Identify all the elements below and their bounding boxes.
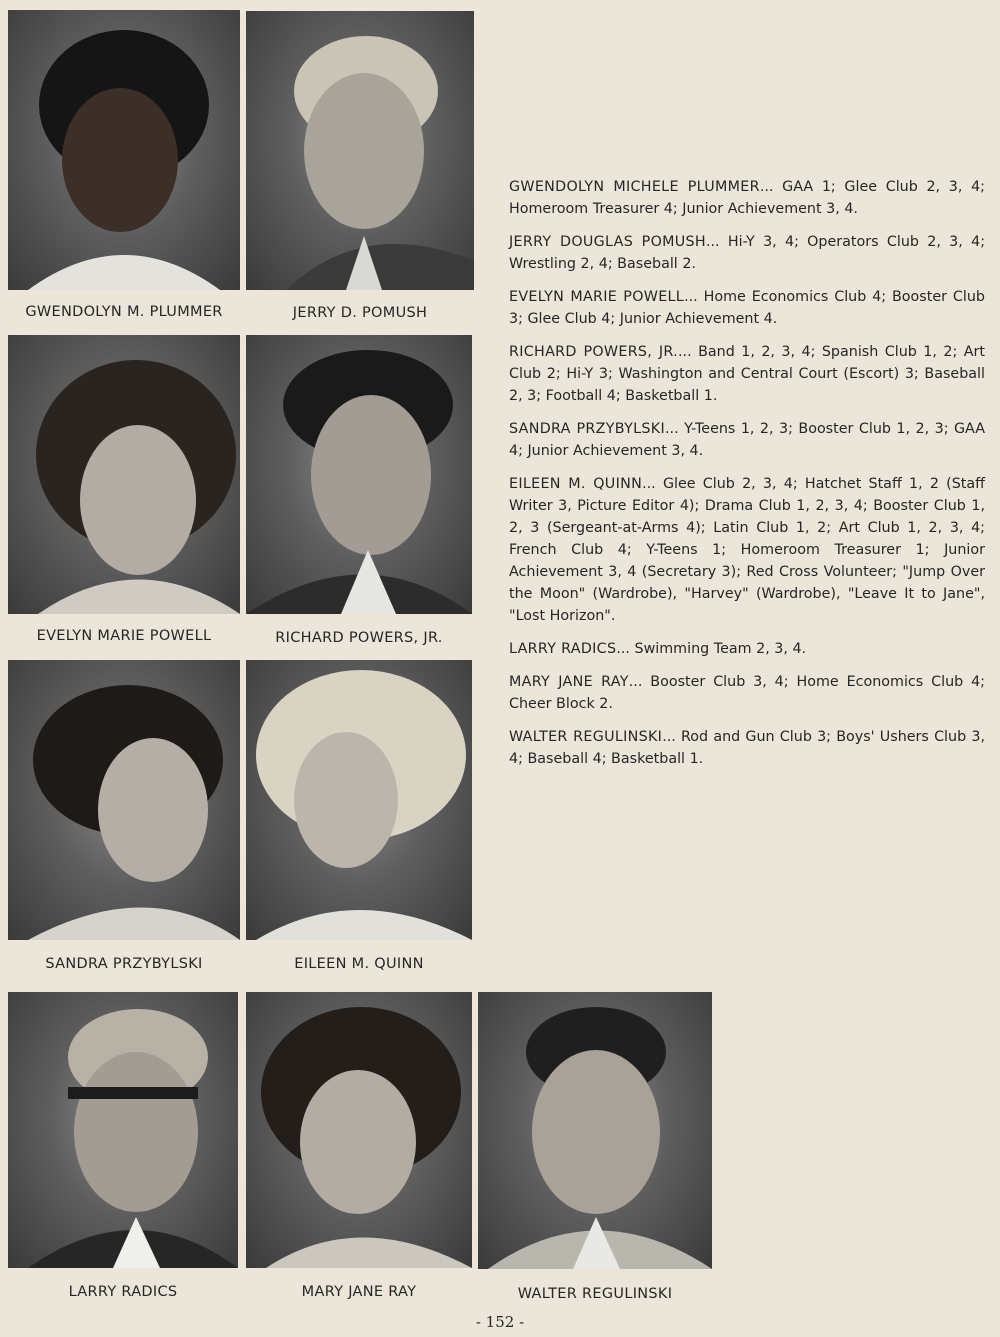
portrait-photo — [246, 660, 472, 940]
bio-entry: RICHARD POWERS, JR.... Band 1, 2, 3, 4; Spanish Club 1, 2; Art Club 2; Hi-Y 3; Washington and Central Court (Escort) 3; Baseball 2, 3; Football 4; Basketball 1. — [509, 344, 985, 404]
bio-name: GWENDOLYN MICHELE PLUMMER — [509, 179, 760, 195]
page-number: - 152 - — [475, 1313, 525, 1331]
portrait-caption: JERRY D. POMUSH — [292, 305, 428, 321]
portrait-caption: WALTER REGULINSKI — [517, 1286, 673, 1302]
bio-entry: SANDRA PRZYBYLSKI... Y-Teens 1, 2, 3; Booster Club 1, 2, 3; GAA 4; Junior Achievement 3, 4. — [509, 421, 985, 459]
portrait-photo — [246, 335, 472, 614]
bio-name: WALTER REGULINSKI — [509, 729, 663, 745]
portrait-caption: EILEEN M. QUINN — [294, 956, 424, 972]
portrait-photo — [8, 660, 240, 940]
bio-name: EVELYN MARIE POWELL — [509, 289, 685, 305]
portrait-caption: RICHARD POWERS, JR. — [275, 630, 443, 646]
bio-name: RICHARD POWERS, JR. — [509, 344, 678, 360]
bio-entry: WALTER REGULINSKI... Rod and Gun Club 3; Boys' Ushers Club 3, 4; Baseball 4; Basketball 1. — [509, 729, 985, 767]
portrait-caption: SANDRA PRZYBYLSKI — [45, 956, 203, 972]
portrait-caption: GWENDOLYN M. PLUMMER — [25, 304, 223, 320]
bio-text: Hi-Y 3, 4; Operators Club 2, 3, 4; Wrestling 2, 4; Baseball 2. — [509, 234, 986, 272]
bio-name: JERRY DOUGLAS POMUSH — [509, 234, 706, 250]
portrait-caption: EVELYN MARIE POWELL — [36, 628, 212, 644]
bio-text: Band 1, 2, 3, 4; Spanish Club 1, 2; Art Club 2; Hi-Y 3; Washington and Central Court (Escort) 3; Baseball 2, 3; Football 4; Basketball 1. — [509, 344, 985, 404]
bio-entry: EILEEN M. QUINN... Glee Club 2, 3, 4; Hatchet Staff 1, 2 (Staff Writer 3, Picture Editor 4); Drama Club 1, 2, 3, 4; Booster Club 1, 2, 3 (Sergeant-at-Arms 4); Latin Club 1, 2; Art Club 1, 2, 3, 4; French Club 4; Y-Teens 1; Homeroom Treasurer 1; Junior Achievement 3, 4 (Secretary 3); Red Cross Volunteer; "Jump Over the Moon" (Wardrobe), "Harvey" (Wardrobe), "Leave It to Jane", "Lost Horizon". — [509, 476, 986, 624]
portrait-photo — [478, 992, 712, 1269]
bio-text: Booster Club 3, 4; Home Economics Club 4; Cheer Block 2. — [509, 674, 985, 712]
portrait-photo — [246, 992, 472, 1268]
portrait-photo — [8, 992, 238, 1268]
bio-name: SANDRA PRZYBYLSKI — [509, 421, 665, 437]
bio-text: GAA 1; Glee Club 2, 3, 4; Homeroom Treasurer 4; Junior Achievement 3, 4. — [509, 179, 985, 217]
bio-entry: MARY JANE RAY... Booster Club 3, 4; Home Economics Club 4; Cheer Block 2. — [509, 674, 985, 712]
portrait-caption: MARY JANE RAY — [301, 1284, 417, 1300]
bio-text: Rod and Gun Club 3; Boys' Ushers Club 3, 4; Baseball 4; Basketball 1. — [509, 729, 985, 767]
portrait-photo — [246, 11, 474, 290]
bio-list — [509, 176, 985, 781]
bio-text: Swimming Team 2, 3, 4. — [634, 641, 807, 657]
bio-name: LARRY RADICS — [509, 641, 617, 657]
bio-entry: JERRY DOUGLAS POMUSH... Hi-Y 3, 4; Operators Club 2, 3, 4; Wrestling 2, 4; Baseball 2. — [509, 234, 986, 272]
bio-text: Glee Club 2, 3, 4; Hatchet Staff 1, 2 (Staff Writer 3, Picture Editor 4); Drama Club 1, 2, 3, 4; Booster Club 1, 2, 3 (Sergeant-at-Arms 4); Latin Club 1, 2; Art Club 1, 2, 3, 4; French Club 4; Y-Teens 1; Homeroom Treasurer 1; Junior Achievement 3, 4 (Secretary 3); Red Cross Volunteer; "Jump Over the Moon" (Wardrobe), "Harvey" (Wardrobe), "Leave It to Jane", "Lost Horizon". — [509, 476, 986, 624]
bio-entry: EVELYN MARIE POWELL... Home Economics Club 4; Booster Club 3; Glee Club 4; Junior Achievement 4. — [509, 289, 985, 327]
portrait-caption: LARRY RADICS — [68, 1284, 178, 1300]
bio-text: Y-Teens 1, 2, 3; Booster Club 1, 2, 3; GAA 4; Junior Achievement 3, 4. — [509, 421, 985, 459]
portrait-photo — [8, 335, 240, 614]
bio-entry: GWENDOLYN MICHELE PLUMMER... GAA 1; Glee Club 2, 3, 4; Homeroom Treasurer 4; Junior Achievement 3, 4. — [509, 179, 985, 217]
bio-entry: LARRY RADICS... Swimming Team 2, 3, 4. — [509, 641, 807, 657]
bio-name: EILEEN M. QUINN — [509, 476, 643, 492]
bio-name: MARY JANE RAY — [509, 674, 629, 690]
bio-text: Home Economics Club 4; Booster Club 3; Glee Club 4; Junior Achievement 4. — [509, 289, 985, 327]
portrait-photo — [8, 10, 240, 290]
